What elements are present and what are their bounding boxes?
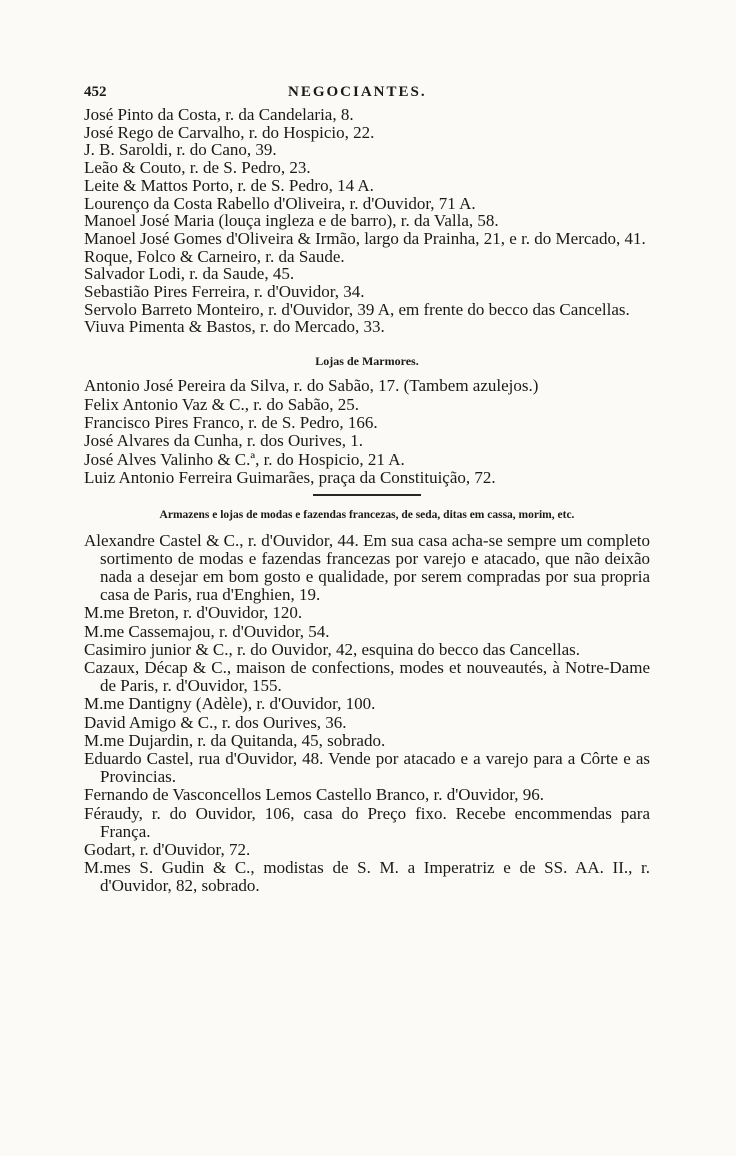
section-fashion-stores xyxy=(84,532,650,896)
section-general-merchants xyxy=(84,106,650,336)
list-item: Roque, Folco & Carneiro, r. da Saude. xyxy=(84,246,345,266)
list-item: Alexandre Castel & C., r. d'Ouvidor, 44. Em sua casa acha-se sempre um completo sortimento de modas e fazendas francezas por varejo e atacado, que não deixão nada a desejar em bom gosto e qualidade, por serem compradas por sua propria casa de Paris, rua d'Enghien, 19. xyxy=(84,530,650,605)
list-item: Salvador Lodi, r. da Saude, 45. xyxy=(84,264,295,284)
page-number: 452 xyxy=(84,84,107,100)
list-item: Eduardo Castel, rua d'Ouvidor, 48. Vende por atacado e a varejo para a Côrte e as Provincias. xyxy=(84,749,650,787)
list-item: Leão & Couto, r. de S. Pedro, 23. xyxy=(84,158,311,178)
list-item: José Alves Valinho & C.ª, r. do Hospicio, 21 A. xyxy=(84,449,405,469)
list-item: M.me Dujardin, r. da Quitanda, 45, sobrado. xyxy=(84,730,386,750)
list-item: Leite & Mattos Porto, r. de S. Pedro, 14 A. xyxy=(84,175,374,195)
section-title-marble: Lojas de Marmores. xyxy=(315,354,419,369)
section-title-fashion: Armazens e lojas de modas e fazendas francezas, de seda, ditas em cassa, morim, etc. xyxy=(159,508,575,521)
list-item: Luiz Antonio Ferreira Guimarães, praça da Constituição, 72. xyxy=(84,468,496,488)
list-item: José Alvares da Cunha, r. dos Ourives, 1. xyxy=(84,431,364,451)
list-item: M.mes S. Gudin & C., modistas de S. M. a Imperatriz e de SS. AA. II., r. d'Ouvidor, 82, sobrado. xyxy=(84,858,650,896)
list-item: Francisco Pires Franco, r. de S. Pedro, 166. xyxy=(84,412,378,432)
page-header xyxy=(84,84,650,106)
list-item: Godart, r. d'Ouvidor, 72. xyxy=(84,840,251,860)
list-item: M.me Cassemajou, r. d'Ouvidor, 54. xyxy=(84,621,330,641)
list-item: Antonio José Pereira da Silva, r. do Sabão, 17. (Tambem azulejos.) xyxy=(84,376,539,396)
running-title: NEGOCIANTES. xyxy=(288,84,427,100)
list-item: Féraudy, r. do Ouvidor, 106, casa do Preço fixo. Recebe encommendas para França. xyxy=(84,803,650,841)
list-item: J. B. Saroldi, r. do Cano, 39. xyxy=(84,140,277,160)
list-item: Manoel José Gomes d'Oliveira & Irmão, largo da Prainha, 21, e r. do Mercado, 41. xyxy=(84,228,646,248)
book-page xyxy=(84,84,650,896)
list-item: Sebastião Pires Ferreira, r. d'Ouvidor, 34. xyxy=(84,282,365,302)
list-item: M.me Dantigny (Adèle), r. d'Ouvidor, 100. xyxy=(84,694,376,714)
list-item: Fernando de Vasconcellos Lemos Castello Branco, r. d'Ouvidor, 96. xyxy=(84,785,545,805)
list-item: Casimiro junior & C., r. do Ouvidor, 42, esquina do becco das Cancellas. xyxy=(84,639,581,659)
section-marble-shops xyxy=(84,377,650,487)
list-item: Servolo Barreto Monteiro, r. d'Ouvidor, 39 A, em frente do becco das Cancellas. xyxy=(84,299,630,319)
list-item: Cazaux, Décap & C., maison de confections, modes et nouveautés, à Notre-Dame de Paris, r. d'Ouvidor, 155. xyxy=(84,658,650,696)
list-item: José Rego de Carvalho, r. do Hospicio, 22. xyxy=(84,122,375,142)
list-item: Felix Antonio Vaz & C., r. do Sabão, 25. xyxy=(84,394,359,414)
section-divider xyxy=(313,494,421,496)
list-item: Manoel José Maria (louça ingleza e de barro), r. da Valla, 58. xyxy=(84,211,499,231)
list-item: Lourenço da Costa Rabello d'Oliveira, r. d'Ouvidor, 71 A. xyxy=(84,193,476,213)
list-item: José Pinto da Costa, r. da Candelaria, 8. xyxy=(84,105,354,124)
list-item: M.me Breton, r. d'Ouvidor, 120. xyxy=(84,603,303,623)
list-item: David Amigo & C., r. dos Ourives, 36. xyxy=(84,712,347,732)
list-item: Viuva Pimenta & Bastos, r. do Mercado, 33. xyxy=(84,317,385,337)
